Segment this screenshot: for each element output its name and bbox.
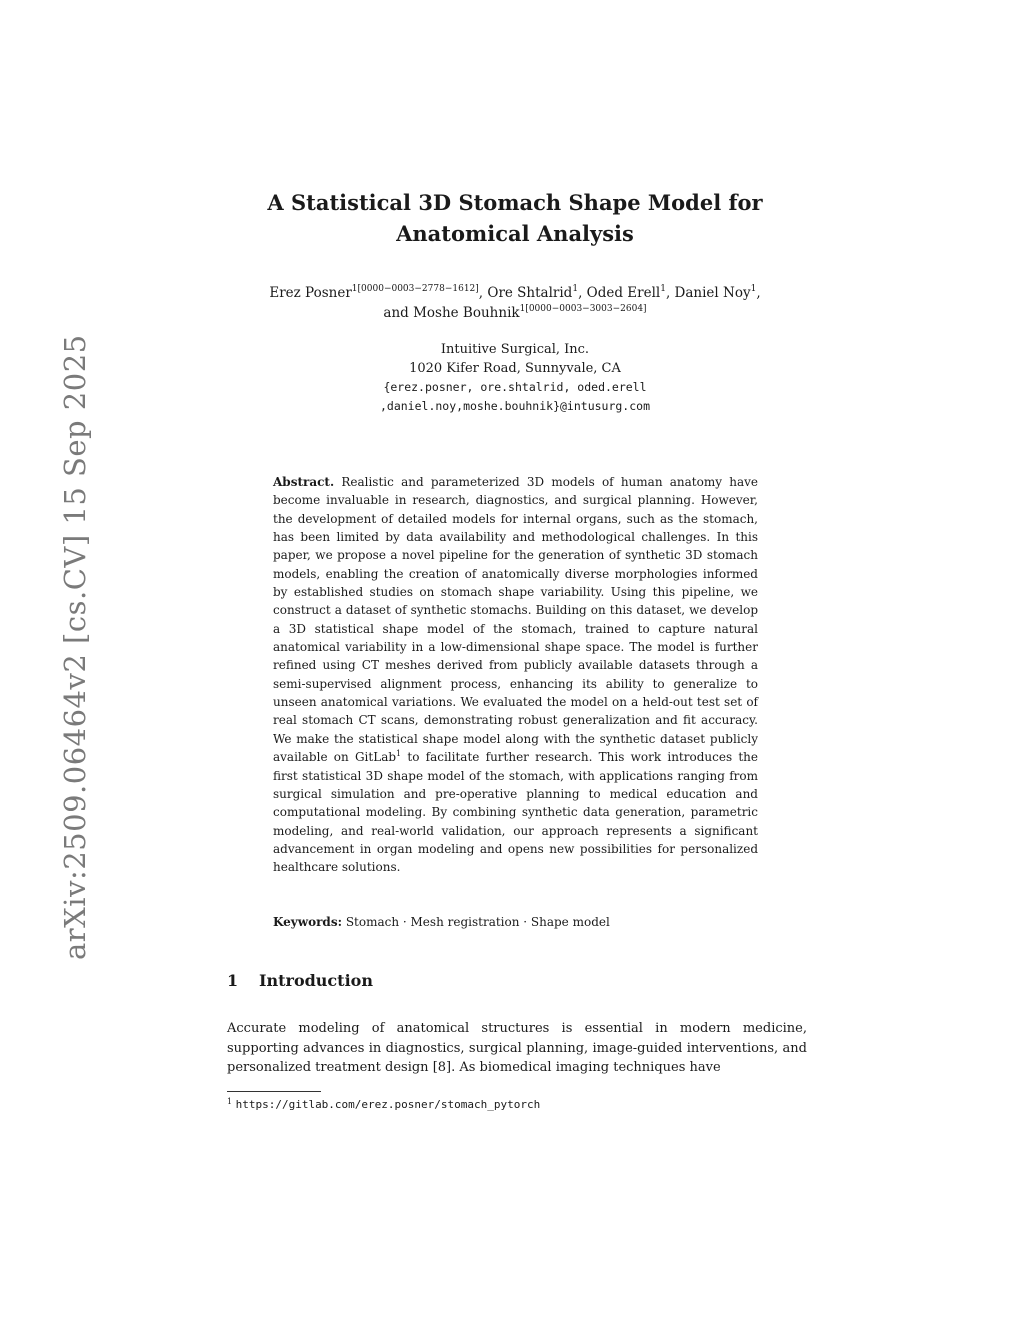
arxiv-side-stamp [10, 334, 92, 960]
author-name: , Daniel Noy [665, 285, 751, 301]
keywords [273, 913, 758, 931]
author-name: , Oded Erell [578, 285, 661, 301]
footnote [227, 1097, 827, 1112]
footnote-divider [227, 1091, 321, 1092]
author-orcid: 1[0000−0003−3003−2604] [519, 304, 647, 314]
title-line-2: Anatomical Analysis [396, 221, 634, 246]
footnote-link[interactable]: https://gitlab.com/erez.posner/stomach_pytorch [235, 1098, 541, 1111]
author-orcid: 1[0000−0003−2778−1612] [351, 284, 479, 294]
section-number: 1 [227, 971, 239, 990]
affiliation-block [300, 341, 730, 415]
authors-line-2 [210, 303, 820, 323]
keywords-text: Stomach · Mesh registration · Shape model [342, 915, 610, 929]
abstract-text: Realistic and parameterized 3D models of human anatomy have become invaluable in research, diagnostics, and surgical planning. However, the development of detailed models for internal organs, such as the stomach, has been limited by data availability and methodological challenges. In this paper, we propose a novel pipeline for the generation of synthetic 3D stomach models, enabling the creation of anatomically diverse morphologies informed by established studies on stomach shape variability. Using this pipeline, we construct a dataset of synthetic stomachs. Building on this dataset, we develop a 3D statistical shape model of the stomach, trained to capture natural anatomical variability in a low-dimensional shape space. The model is further refined using CT meshes derived from publicly available datasets through a semi-supervised alignment process, enhancing its ability to generalize to unseen anatomical variations. We evaluated the model on a held-out test set of real stomach CT scans, demonstrating robust generalization and fit accuracy. We make the statistical shape model along with the synthetic dataset publicly available on GitLab [273, 475, 758, 765]
author-name: and Moshe Bouhnik [383, 305, 520, 321]
abstract [273, 473, 758, 877]
abstract-text-cont: to facilitate further research. This work introduces the first statistical 3D shape model of the stomach, with applications ranging from surgical simulation and pre-operative planning to medical education and computational modeling. By combining synthetic data generation, parametric modeling, and real-world validation, our approach represents a significant advancement in organ modeling and opens new possibilities for personalized healthcare solutions. [273, 750, 759, 875]
paper-title [200, 187, 830, 249]
affiliation-address: 1020 Kifer Road, Sunnyvale, CA [409, 360, 621, 376]
title-line-1: A Statistical 3D Stomach Shape Model for [267, 190, 763, 215]
intro-paragraph: Accurate modeling of anatomical structures is essential in modern medicine, supporting advances in diagnostics, surgical planning, image-guided interventions, and personalized treatment design [8]. As biomedical imaging techniques have [227, 1021, 807, 1075]
author-name: Erez Posner [269, 285, 352, 301]
section-title: Introduction [259, 971, 373, 990]
arxiv-identifier: arXiv:2509.06464v2 [cs.CV] 15 Sep 2025 [58, 334, 92, 960]
affiliation-org: Intuitive Surgical, Inc. [440, 342, 590, 357]
author-affil-mark: 1 [750, 284, 757, 294]
author-emails-line-1: {erez.posner, ore.shtalrid, oded.erell [383, 380, 647, 394]
author-separator: , [756, 285, 761, 301]
section-heading [227, 969, 627, 993]
author-affil-mark: 1 [572, 284, 579, 294]
author-affil-mark: 1 [660, 284, 666, 294]
author-name: , Ore Shtalrid [478, 285, 573, 301]
authors-line-1 [210, 283, 820, 303]
author-emails-line-2: ,daniel.noy,moshe.bouhnik}@intusurg.com [379, 398, 651, 413]
author-list [210, 283, 820, 323]
keywords-label: Keywords: [273, 915, 343, 929]
abstract-label: Abstract. [273, 475, 335, 489]
footnote-marker: 1 [227, 1097, 233, 1106]
footnote-ref: 1 [396, 749, 402, 759]
